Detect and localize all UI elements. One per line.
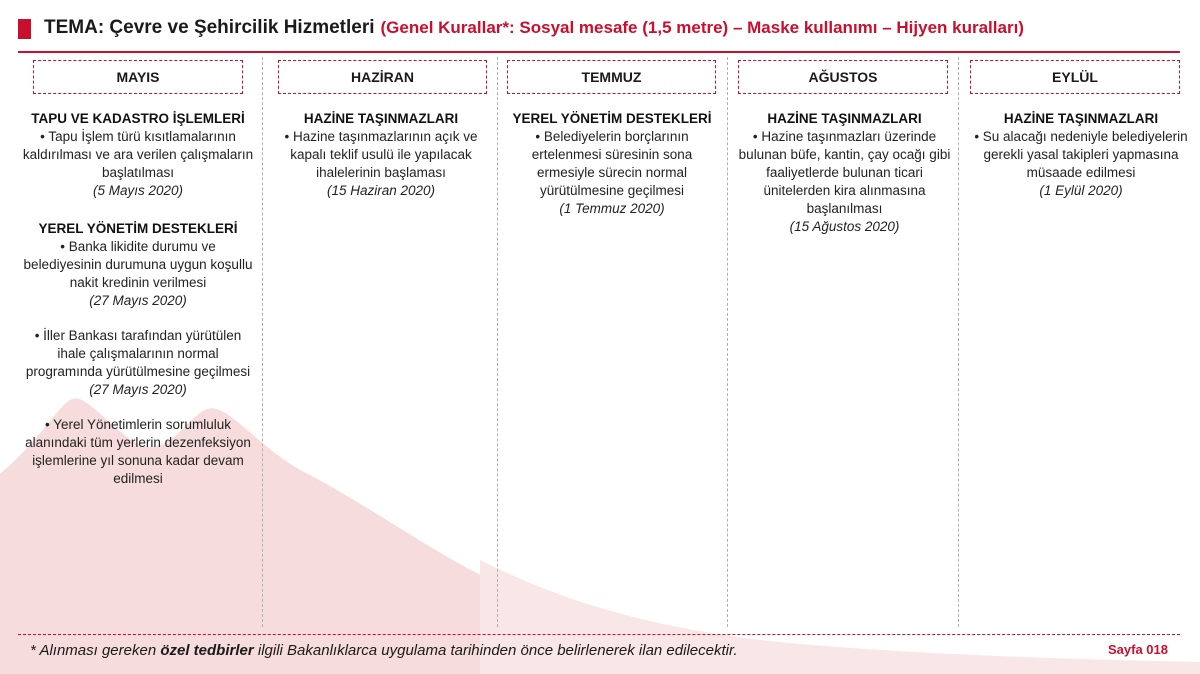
item-text: • Belediyelerin borçlarının ertelenmesi süresinin sona ermesiyle sürecin normal yürütülmesine geçilmesi xyxy=(531,129,693,198)
item-date: (27 Mayıs 2020) xyxy=(89,293,187,308)
slide-header xyxy=(18,13,1188,53)
item-date: (1 Temmuz 2020) xyxy=(559,201,665,216)
month-header-temmuz: TEMMUZ xyxy=(507,60,716,94)
section-heading: YEREL YÖNETİM DESTEKLERİ xyxy=(38,221,238,236)
column-divider xyxy=(497,57,498,627)
footer-divider xyxy=(18,634,1180,635)
column-eylul xyxy=(966,110,1196,200)
column-temmuz xyxy=(503,110,721,218)
item-date: (15 Haziran 2020) xyxy=(326,183,436,198)
column-divider xyxy=(262,57,263,627)
header-divider xyxy=(18,51,1180,53)
column-haziran xyxy=(266,110,496,200)
item-date: (15 Ağustos 2020) xyxy=(789,219,900,234)
item-text: • İller Bankası tarafından yürütülen ihale çalışmalarının normal programında yürütülmesine geçilmesi xyxy=(25,328,251,379)
month-header-eylul: EYLÜL xyxy=(970,60,1180,94)
section-heading: HAZİNE TAŞINMAZLARI xyxy=(1003,111,1159,126)
column-divider xyxy=(958,57,959,627)
item-date: (1 Eylül 2020) xyxy=(1039,183,1123,198)
item-text: • Tapu İşlem türü kısıtlamalarının kaldırılması ve ara verilen çalışmaların başlatılması xyxy=(22,129,254,180)
page-number: Sayfa 018 xyxy=(1108,642,1168,657)
column-agustos xyxy=(732,110,957,236)
month-header-haziran: HAZİRAN xyxy=(278,60,487,94)
item-text: • Banka likidite durumu ve belediyesinin durumuna uygun koşullu nakit kredinin verilmesi xyxy=(23,239,253,290)
item-text: • Hazine taşınmazları üzerinde bulunan büfe, kantin, çay ocağı gibi faaliyetlerde bulunan ticari ünitelerden kira alınmasına başlanılması xyxy=(738,129,951,216)
month-header-mayis: MAYIS xyxy=(33,60,243,94)
footnote: * Alınması gereken özel tedbirler ilgili Bakanlıklarca uygulama tarihinden önce belirlenerek ilan edilecektir. xyxy=(30,642,738,659)
column-divider xyxy=(727,57,728,627)
section-heading: YEREL YÖNETİM DESTEKLERİ xyxy=(512,111,712,126)
page-title: TEMA: Çevre ve Şehircilik Hizmetleri (Genel Kurallar*: Sosyal mesafe (1,5 metre) – Maske kullanımı – Hijyen kuralları) xyxy=(44,17,1024,38)
item-date: (5 Mayıs 2020) xyxy=(92,183,184,198)
month-header-agustos: AĞUSTOS xyxy=(738,60,948,94)
footnote-emphasis: özel tedbirler xyxy=(160,642,254,659)
item-date: (27 Mayıs 2020) xyxy=(89,382,187,397)
title-marker xyxy=(18,19,31,39)
item-text: • Hazine taşınmazlarının açık ve kapalı teklif usulü ile yapılacak ihalelerinin başlaması xyxy=(284,129,478,180)
item-text: • Su alacağı nedeniyle belediyelerin gerekli yasal takipleri yapmasına müsaade edilmesi xyxy=(974,129,1188,180)
section-heading: HAZİNE TAŞINMAZLARI xyxy=(303,111,459,126)
section-heading: TAPU VE KADASTRO İŞLEMLERİ xyxy=(31,111,245,126)
general-rules-note: (Genel Kurallar*: Sosyal mesafe (1,5 metre) – Maske kullanımı – Hijyen kuralları) xyxy=(380,18,1024,37)
item-text: • Yerel Yönetimlerin sorumluluk alanındaki tüm yerlerin dezenfeksiyon işlemlerine yıl sonuna kadar devam edilmesi xyxy=(25,417,251,486)
section-heading: HAZİNE TAŞINMAZLARI xyxy=(767,111,922,126)
column-mayis xyxy=(22,110,254,488)
